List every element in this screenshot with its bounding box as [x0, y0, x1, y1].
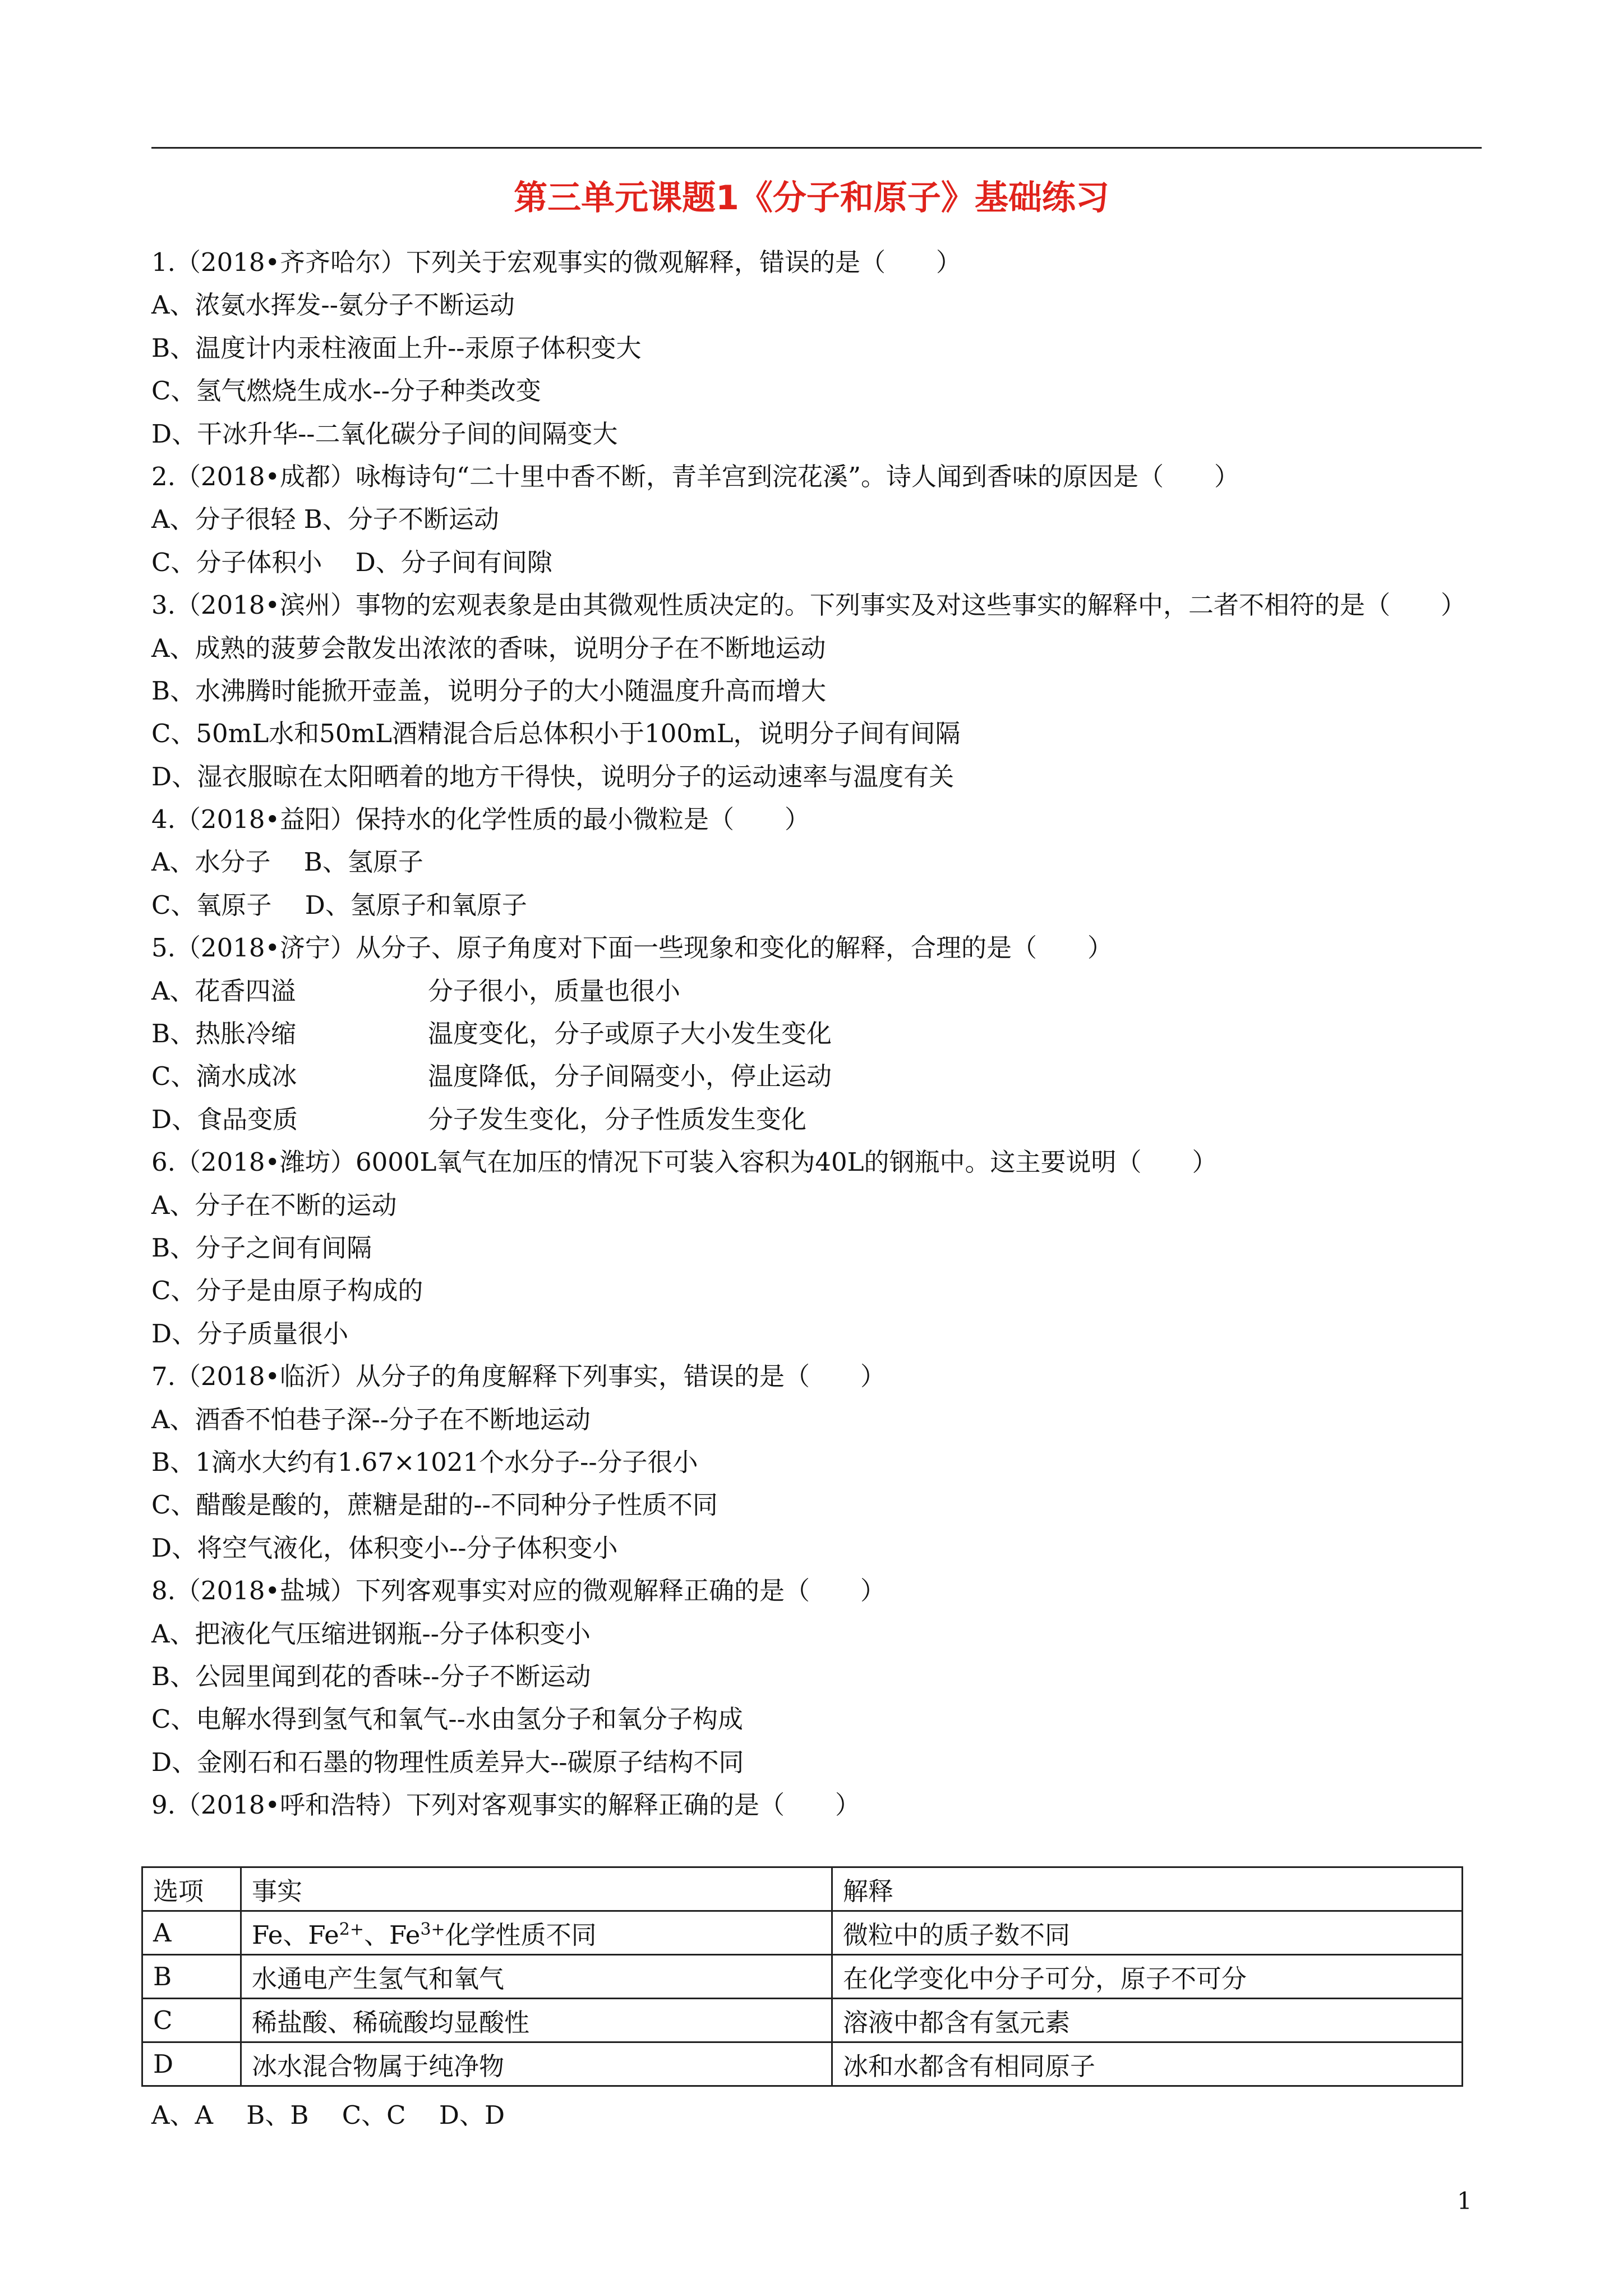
answer-option: A、把液化气压缩进钢瓶--分子体积变小 [151, 1618, 591, 1649]
table-cell-reason: 溶液中都含有氢元素 [832, 1999, 1463, 2042]
option-fact: C、滴水成冰 [151, 1061, 297, 1092]
ion-charge: 3+ [420, 1920, 445, 1939]
table-row [142, 1955, 1463, 1999]
ion-charge: 2+ [339, 1920, 365, 1939]
answer-option: A、分子很轻 B、分子不断运动 [151, 504, 499, 535]
table-cell-option: C [142, 1999, 241, 2042]
page-title: 第三单元课题1《分子和原子》基础练习 [514, 178, 1109, 218]
answer-option: C、氧原子 D、氢原子和氧原子 [151, 890, 527, 920]
question-stem: 6.（2018•潍坊）6000L氧气在加压的情况下可装入容积为40L的钢瓶中。这主要说明（ ） [151, 1147, 1218, 1177]
answer-option: C、电解水得到氢气和氧气--水由氢分子和氧分子构成 [151, 1704, 743, 1734]
table-cell-option: A [142, 1911, 241, 1955]
answer-option: C、分子是由原子构成的 [151, 1276, 423, 1306]
answer-option: B、公园里闻到花的香味--分子不断运动 [151, 1661, 591, 1691]
question-stem: 9.（2018•呼和浩特）下列对客观事实的解释正确的是（ ） [151, 1790, 861, 1820]
table-row [142, 1911, 1463, 1955]
option-fact: D、食品变质 [151, 1104, 298, 1134]
answer-option [151, 1098, 1486, 1141]
table-header-option: 选项 [142, 1867, 241, 1911]
answer-option: A、分子在不断的运动 [151, 1190, 397, 1220]
answer-option: C、50mL水和50mL酒精混合后总体积小于100mL，说明分子间有间隔 [151, 719, 961, 749]
table-row [142, 2042, 1463, 2086]
option-fact: B、热胀冷缩 [151, 1019, 297, 1049]
table-cell-option: D [142, 2042, 241, 2086]
fact-text: 、Fe [364, 1920, 421, 1950]
answer-option [151, 1013, 1486, 1055]
table-cell-reason: 在化学变化中分子可分，原子不可分 [832, 1955, 1463, 1999]
answer-option: B、分子之间有间隔 [151, 1233, 372, 1263]
question-stem: 4.（2018•益阳）保持水的化学性质的最小微粒是（ ） [151, 804, 810, 835]
answer-option: A、水分子 B、氢原子 [151, 847, 423, 877]
facts-table [141, 1866, 1463, 2087]
question-stem: 2.（2018•成都）咏梅诗句“二十里中香不断，青羊宫到浣花溪”。诗人闻到香味的原因是（ ） [151, 461, 1240, 491]
option-fact: A、花香四溢 [151, 976, 296, 1006]
question-stem: 8.（2018•盐城）下列客观事实对应的微观解释正确的是（ ） [151, 1576, 886, 1606]
answer-option [151, 1055, 1486, 1098]
answer-option: D、金刚石和石墨的物理性质差异大--碳原子结构不同 [151, 1747, 744, 1777]
answer-option: C、醋酸是酸的，蔗糖是甜的--不同种分子性质不同 [151, 1490, 718, 1520]
table-header-reason: 解释 [832, 1867, 1463, 1911]
table-cell-reason: 微粒中的质子数不同 [832, 1911, 1463, 1955]
answer-option: A、酒香不怕巷子深--分子在不断地运动 [151, 1404, 591, 1434]
table-cell-fact [241, 1911, 832, 1955]
answer-option: D、湿衣服晾在太阳晒着的地方干得快，说明分子的运动速率与温度有关 [151, 761, 955, 792]
table-header-fact: 事实 [241, 1867, 832, 1911]
fact-text: 化学性质不同 [445, 1920, 597, 1950]
answer-option: D、干冰升华--二氧化碳分子间的间隔变大 [151, 418, 618, 449]
answer-choices: A、A B、B C、C D、D [151, 2100, 505, 2130]
option-reason: 分子很小，质量也很小 [428, 976, 681, 1006]
page-number: 1 [1457, 2187, 1472, 2215]
answer-option: B、温度计内汞柱液面上升--汞原子体积变大 [151, 333, 642, 363]
option-reason: 温度降低，分子间隔变小，停止运动 [428, 1061, 832, 1092]
table-row [142, 1999, 1463, 2042]
answer-option: D、分子质量很小 [151, 1318, 349, 1349]
question-list [151, 241, 1486, 1826]
answer-option: B、水沸腾时能掀开壶盖，说明分子的大小随温度升高而增大 [151, 675, 827, 706]
table-cell-fact: 稀盐酸、稀硫酸均显酸性 [241, 1999, 832, 2042]
table-cell-reason: 冰和水都含有相同原子 [832, 2042, 1463, 2086]
table-cell-fact: 冰水混合物属于纯净物 [241, 2042, 832, 2086]
answer-option: A、成熟的菠萝会散发出浓浓的香味，说明分子在不断地运动 [151, 633, 826, 663]
option-reason: 分子发生变化，分子性质发生变化 [428, 1104, 807, 1134]
facts-table-container [141, 1866, 1463, 2087]
question-stem: 3.（2018•滨州）事物的宏观表象是由其微观性质决定的。下列事实及对这些事实的解释中，二者不相符的是（ ） [151, 590, 1467, 620]
question-stem: 5.（2018•济宁）从分子、原子角度对下面一些现象和变化的解释，合理的是（ ） [151, 933, 1113, 963]
table-cell-option: B [142, 1955, 241, 1999]
answer-option: D、将空气液化，体积变小--分子体积变小 [151, 1533, 618, 1563]
answer-option: C、氢气燃烧生成水--分子种类改变 [151, 376, 541, 406]
header-rule [151, 147, 1482, 149]
answer-option [151, 970, 1486, 1013]
option-reason: 温度变化，分子或原子大小发生变化 [428, 1019, 832, 1049]
question-stem: 7.（2018•临沂）从分子的角度解释下列事实，错误的是（ ） [151, 1361, 886, 1392]
table-header-row [142, 1867, 1463, 1911]
table-cell-fact: 水通电产生氢气和氧气 [241, 1955, 832, 1999]
answer-option: B、1滴水大约有1.67×1021个水分子--分子很小 [151, 1447, 698, 1477]
answer-option: A、浓氨水挥发--氨分子不断运动 [151, 290, 515, 320]
fact-text: Fe、Fe [252, 1920, 339, 1950]
answer-option: C、分子体积小 D、分子间有间隙 [151, 547, 552, 577]
question-stem: 1.（2018•齐齐哈尔）下列关于宏观事实的微观解释，错误的是（ ） [151, 247, 962, 277]
